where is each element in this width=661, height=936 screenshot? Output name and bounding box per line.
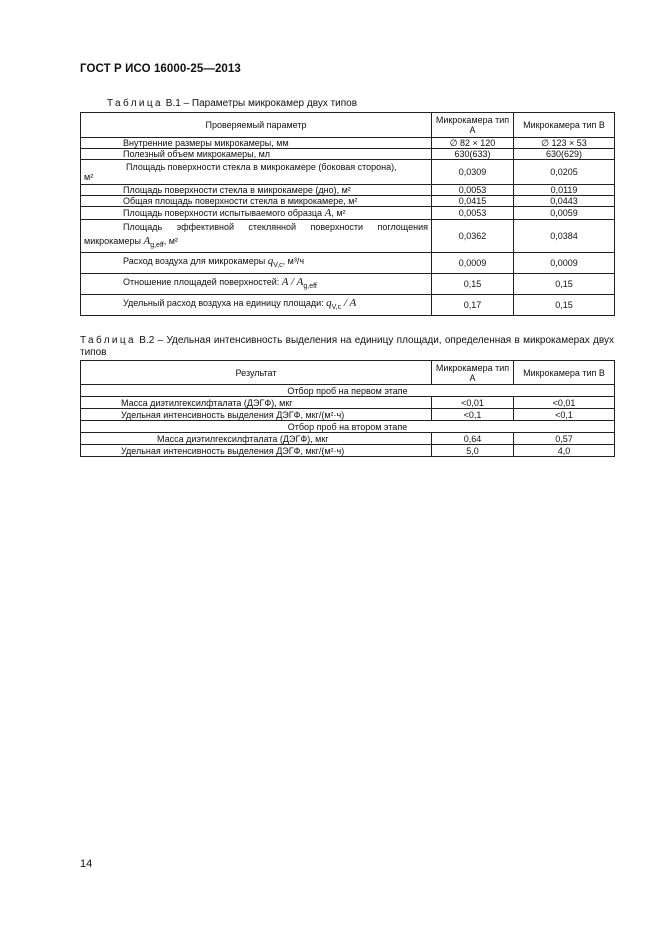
table-row (81, 149, 615, 160)
symbol-subscript: V,c (331, 303, 342, 311)
table-row (81, 445, 615, 457)
value-cell-b: 630(629) (514, 149, 615, 160)
value-cell-b: <0,01 (514, 397, 615, 409)
parameter-cell: Полезный объем микрокамеры, мл (81, 149, 432, 160)
value-cell-a: 0,0309 (432, 160, 514, 185)
value-cell-b: 0,0009 (514, 253, 615, 274)
value-cell-b: <0,1 (514, 409, 615, 421)
parameters-table (80, 112, 615, 316)
column-header-type-a: Микрокамера тип А (432, 361, 514, 385)
value-cell-b: 0,0119 (514, 185, 615, 196)
symbol: q (326, 296, 332, 309)
parameter-cell (81, 253, 432, 274)
table-row (81, 397, 615, 409)
value-cell-b: 0,0384 (514, 220, 615, 253)
parameter-text: Удельный расход воздуха на единицу площади: (123, 297, 327, 308)
table-row (81, 196, 615, 207)
value-cell-b: 0,15 (514, 274, 615, 295)
symbol-subscript: V,c (273, 261, 283, 269)
symbol: / A (341, 296, 357, 309)
symbol: A / A (281, 275, 304, 288)
value-cell-b: ∅ 123 × 53 (514, 138, 615, 149)
value-cell-a: ∅ 82 × 120 (432, 138, 514, 149)
parameter-cell (81, 274, 432, 295)
value-cell-a: <0,1 (432, 409, 514, 421)
parameter-cell: Внутренние размеры микрокамеры, мм (81, 138, 432, 149)
section-row (81, 385, 615, 397)
table-row (81, 207, 615, 220)
parameter-cell: Масса диэтилгексилфталата (ДЭГФ), мкг (81, 433, 432, 445)
parameter-cell (81, 295, 432, 316)
parameter-line: м² (84, 172, 94, 182)
section-title: Отбор проб на первом этапе (81, 385, 615, 397)
table-row (81, 253, 615, 274)
parameter-cell (81, 160, 432, 185)
table1-caption-label: Таблица (107, 98, 164, 109)
parameter-unit: , м² (163, 235, 178, 246)
value-cell-a: 0,17 (432, 295, 514, 316)
parameter-cell: Площадь поверхности стекла в микрокамере (дно), м² (81, 185, 432, 196)
parameter-line: Площадь эффективной стеклянной поверхности поглощения (123, 221, 428, 232)
parameter-cell: Удельная интенсивность выделения ДЭГФ, мкг/(м²·ч) (81, 409, 432, 421)
column-header-type-b: Микрокамера тип В (514, 113, 615, 138)
value-cell-b: 0,57 (514, 433, 615, 445)
value-cell-a: 630(633) (432, 149, 514, 160)
emission-table (80, 360, 615, 457)
table-row (81, 220, 615, 253)
value-cell-b: 0,0205 (514, 160, 615, 185)
table2-caption-label: Таблица (80, 335, 137, 346)
value-cell-a: 0,0053 (432, 185, 514, 196)
value-cell-a: 5,0 (432, 445, 514, 457)
parameter-unit: , м² (331, 208, 346, 218)
parameter-text: микрокамеры (84, 235, 144, 246)
value-cell-b: 0,15 (514, 295, 615, 316)
document-header: ГОСТ Р ИСО 16000-25—2013 (80, 63, 241, 75)
symbol: q (267, 254, 274, 267)
section-row (81, 421, 615, 433)
value-cell-a: 0,0053 (432, 207, 514, 220)
parameter-text: Расход воздуха для микрокамеры (123, 255, 268, 266)
value-cell-a: 0,15 (432, 274, 514, 295)
parameter-cell: Общая площадь поверхности стекла в микрокамере, м² (81, 196, 432, 207)
parameter-unit: , м³/ч (282, 255, 305, 266)
table-header-row (81, 361, 615, 385)
value-cell-b: 0,0443 (514, 196, 615, 207)
table-row (81, 138, 615, 149)
table2-caption-text: В.2 – Удельная интенсивность выделения на единицу площади, определенная в микрокамерах двух типов (80, 335, 614, 358)
table-row (81, 295, 615, 316)
parameter-line (84, 236, 428, 251)
value-cell-a: <0,01 (432, 397, 514, 409)
parameter-line: Площадь поверхности стекла в микрокамере (боковая сторона), (126, 162, 397, 172)
table-row (81, 433, 615, 445)
table1-caption (107, 98, 357, 109)
parameter-cell (81, 207, 432, 220)
table-row (81, 409, 615, 421)
value-cell-a: 0,0362 (432, 220, 514, 253)
symbol: A (143, 234, 151, 247)
table-row (81, 274, 615, 295)
symbol-subscript: g,eff (150, 241, 164, 249)
parameter-text: Отношение площадей поверхностей: (123, 276, 282, 287)
column-header-parameter: Проверяемый параметр (81, 113, 432, 138)
parameter-text: Площадь поверхности испытываемого образца (123, 208, 325, 218)
symbol-subscript: g,eff (303, 282, 317, 290)
parameter-cell: Масса диэтилгексилфталата (ДЭГФ), мкг (81, 397, 432, 409)
value-cell-a: 0,64 (432, 433, 514, 445)
column-header-type-b: Микрокамера тип В (514, 361, 615, 385)
value-cell-b: 0,0059 (514, 207, 615, 220)
section-title: Отбор проб на втором этапе (81, 421, 615, 433)
table-row (81, 160, 615, 185)
page-number: 14 (80, 858, 93, 870)
value-cell-b: 4,0 (514, 445, 615, 457)
parameter-cell: Удельная интенсивность выделения ДЭГФ, мкг/(м²·ч) (81, 445, 432, 457)
table2-caption (80, 335, 614, 359)
value-cell-a: 0,0009 (432, 253, 514, 274)
column-header-result: Результат (81, 361, 432, 385)
table-row (81, 185, 615, 196)
value-cell-a: 0,0415 (432, 196, 514, 207)
parameter-cell (81, 220, 432, 253)
table1-caption-text: В.1 – Параметры микрокамер двух типов (163, 98, 358, 109)
symbol: A (324, 207, 332, 219)
table-header-row (81, 113, 615, 138)
column-header-type-a: Микрокамера тип А (432, 113, 514, 138)
